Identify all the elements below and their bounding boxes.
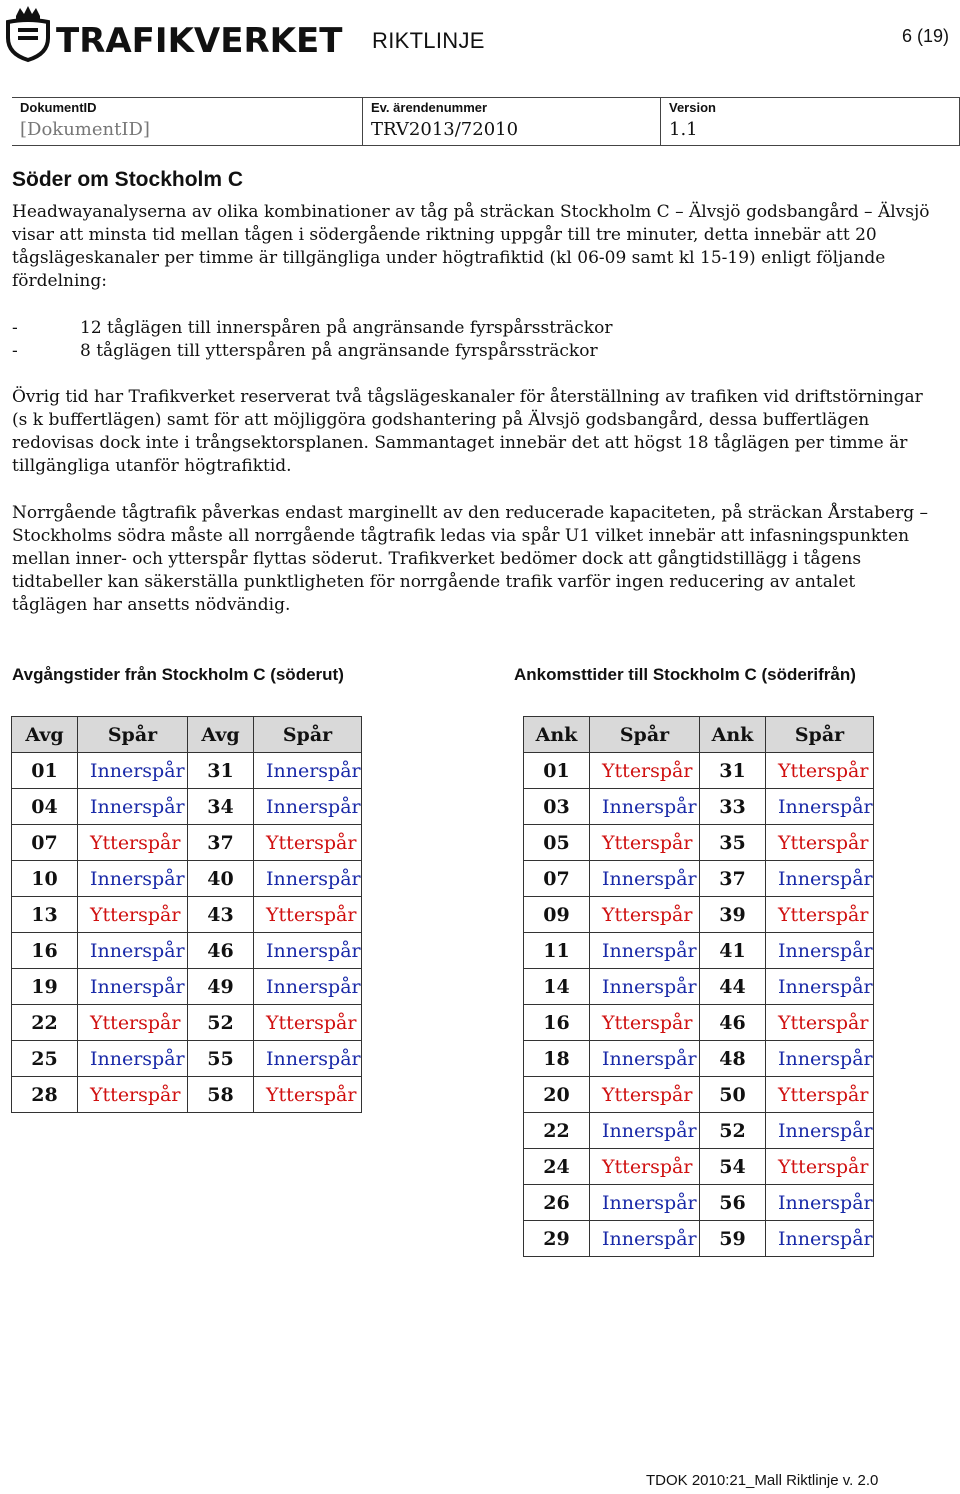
time-cell: 50: [700, 1077, 766, 1113]
track-cell: Ytterspår: [766, 1149, 874, 1185]
table-row: [524, 789, 874, 825]
track-cell: Innerspår: [766, 861, 874, 897]
track-cell: Innerspår: [254, 1041, 362, 1077]
time-cell: 20: [524, 1077, 590, 1113]
table-row: [524, 969, 874, 1005]
column-header: Ank: [700, 717, 766, 753]
time-cell: 39: [700, 897, 766, 933]
time-cell: 29: [524, 1221, 590, 1257]
track-cell: Ytterspår: [590, 897, 700, 933]
page-number: 6 (19): [902, 26, 950, 46]
table-row: [12, 825, 362, 861]
track-cell: Ytterspår: [254, 1077, 362, 1113]
time-cell: 25: [12, 1041, 78, 1077]
track-cell: Ytterspår: [254, 897, 362, 933]
track-cell: Innerspår: [78, 933, 188, 969]
trafikverket-logo: [4, 4, 343, 62]
track-cell: Ytterspår: [590, 1149, 700, 1185]
crown-shield-icon: [4, 4, 343, 62]
track-cell: Innerspår: [766, 969, 874, 1005]
table-row: [524, 1005, 874, 1041]
table-row: [524, 825, 874, 861]
table-header-row: [524, 717, 874, 753]
track-cell: Ytterspår: [766, 1077, 874, 1113]
time-cell: 05: [524, 825, 590, 861]
track-cell: Ytterspår: [766, 897, 874, 933]
track-cell: Ytterspår: [590, 1077, 700, 1113]
table-row: [12, 897, 362, 933]
time-cell: 58: [188, 1077, 254, 1113]
time-cell: 59: [700, 1221, 766, 1257]
track-cell: Innerspår: [590, 1185, 700, 1221]
column-header: Spår: [766, 717, 874, 753]
track-cell: Ytterspår: [254, 825, 362, 861]
meta-value: [DokumentID]: [20, 119, 150, 140]
track-cell: Innerspår: [590, 933, 700, 969]
arrivals-table: [523, 716, 874, 1257]
track-cell: Innerspår: [590, 861, 700, 897]
table-row: [524, 1221, 874, 1257]
table-row: [12, 933, 362, 969]
time-cell: 37: [188, 825, 254, 861]
time-cell: 24: [524, 1149, 590, 1185]
table-row: [524, 1041, 874, 1077]
column-header: Avg: [12, 717, 78, 753]
track-cell: Ytterspår: [254, 1005, 362, 1041]
footer-template-id: TDOK 2010:21_Mall Riktlinje v. 2.0: [646, 1472, 879, 1489]
column-header: Spår: [254, 717, 362, 753]
time-cell: 28: [12, 1077, 78, 1113]
paragraph-text: Övrig tid har Trafikverket reserverat två tågslägeskanaler för återställning av trafiken vid driftstörningar (s k buffertlägen) samt för att möjliggöra godshantering på Älvsjö godsbangård, dessa buffertlägen redovisas dock inte i trångsektorsplanen. Sammantaget innebär det att högst 18 tåglägen per timme är tillgängliga utanför högtrafiktid.: [12, 387, 923, 476]
track-cell: Innerspår: [766, 1113, 874, 1149]
track-cell: Ytterspår: [78, 1005, 188, 1041]
table-row: [12, 753, 362, 789]
track-cell: Ytterspår: [766, 753, 874, 789]
track-cell: Ytterspår: [766, 825, 874, 861]
table-row: [524, 1077, 874, 1113]
table-header-row: [12, 717, 362, 753]
time-cell: 41: [700, 933, 766, 969]
document-meta-table: [12, 97, 960, 146]
track-cell: Ytterspår: [590, 753, 700, 789]
table-row: [524, 1113, 874, 1149]
bullet-marker: -: [12, 341, 18, 361]
time-cell: 07: [524, 861, 590, 897]
track-cell: Innerspår: [590, 789, 700, 825]
meta-value: TRV2013/72010: [371, 119, 519, 140]
track-cell: Ytterspår: [590, 825, 700, 861]
track-cell: Ytterspår: [78, 825, 188, 861]
time-cell: 34: [188, 789, 254, 825]
time-cell: 18: [524, 1041, 590, 1077]
time-cell: 22: [524, 1113, 590, 1149]
paragraph-headway: [12, 201, 932, 293]
track-cell: Ytterspår: [766, 1005, 874, 1041]
time-cell: 01: [12, 753, 78, 789]
departures-table: [11, 716, 362, 1113]
track-cell: Innerspår: [590, 969, 700, 1005]
table-row: [12, 1005, 362, 1041]
time-cell: 44: [700, 969, 766, 1005]
time-cell: 31: [188, 753, 254, 789]
paragraph-text: Norrgående tågtrafik påverkas endast marginellt av den reducerade kapaciteten, på sträckan Årstaberg – Stockholms södra måste all norrgående tågtrafik ledas via spår U1 vilket innebär att infasningspunkten mellan inner- och ytterspår flyttas söderut. Trafikverket bedömer dock att gångtidstillägg i tågens tidtabeller kan säkerställa punktligheten för norrgående trafik varför ingen reducering av antalet tåglägen har ansetts nödvändig.: [12, 503, 928, 615]
departures-caption: Avgångstider från Stockholm C (söderut): [12, 665, 344, 684]
track-cell: Innerspår: [78, 861, 188, 897]
arrivals-caption: Ankomsttider till Stockholm C (söderifrån): [514, 665, 856, 684]
time-cell: 07: [12, 825, 78, 861]
column-header: Spår: [78, 717, 188, 753]
table-row: [524, 897, 874, 933]
paragraph-text: Headwayanalyserna av olika kombinationer av tåg på sträckan Stockholm C – Älvsjö godsbangård – Älvsjö visar att minsta tid mellan tågen i södergående riktning uppgår till tre minuter, detta innebär att 20 tågslägeskanaler per timme är tillgängliga under högtrafiktid (kl 06-09 samt kl 15-19) enligt följande fördelning:: [12, 202, 930, 291]
time-cell: 26: [524, 1185, 590, 1221]
logo-wordmark: TRAFIKVERKET: [56, 21, 343, 61]
track-cell: Innerspår: [78, 969, 188, 1005]
track-cell: Innerspår: [254, 969, 362, 1005]
time-cell: 48: [700, 1041, 766, 1077]
track-cell: Innerspår: [78, 1041, 188, 1077]
time-cell: 09: [524, 897, 590, 933]
time-cell: 56: [700, 1185, 766, 1221]
bullet-marker: -: [12, 318, 18, 338]
table-row: [12, 969, 362, 1005]
table-row: [524, 933, 874, 969]
section-title: Söder om Stockholm C: [12, 168, 244, 191]
track-cell: Innerspår: [766, 1185, 874, 1221]
track-cell: Innerspår: [766, 789, 874, 825]
time-cell: 19: [12, 969, 78, 1005]
time-cell: 55: [188, 1041, 254, 1077]
column-header: Ank: [524, 717, 590, 753]
table-row: [524, 1185, 874, 1221]
time-cell: 14: [524, 969, 590, 1005]
time-cell: 22: [12, 1005, 78, 1041]
column-header: Avg: [188, 717, 254, 753]
track-cell: Innerspår: [590, 1041, 700, 1077]
time-cell: 46: [188, 933, 254, 969]
time-cell: 49: [188, 969, 254, 1005]
time-cell: 10: [12, 861, 78, 897]
track-cell: Innerspår: [766, 1221, 874, 1257]
time-cell: 52: [700, 1113, 766, 1149]
time-cell: 01: [524, 753, 590, 789]
table-row: [12, 789, 362, 825]
meta-label: Ev. ärendenummer: [371, 100, 488, 115]
time-cell: 11: [524, 933, 590, 969]
meta-label: Version: [669, 100, 716, 115]
track-cell: Innerspår: [766, 1041, 874, 1077]
table-row: [524, 861, 874, 897]
bullet-text: 8 tåglägen till ytterspåren på angränsande fyrspårssträckor: [80, 341, 598, 361]
table-row: [12, 1077, 362, 1113]
track-cell: Innerspår: [766, 933, 874, 969]
track-cell: Innerspår: [590, 1113, 700, 1149]
track-cell: Innerspår: [254, 933, 362, 969]
paragraph-buffer: [12, 386, 932, 478]
time-cell: 40: [188, 861, 254, 897]
meta-version: [660, 98, 960, 145]
time-cell: 33: [700, 789, 766, 825]
column-header: Spår: [590, 717, 700, 753]
meta-value: 1.1: [669, 119, 698, 140]
document-type: RIKTLINJE: [372, 28, 485, 53]
time-cell: 54: [700, 1149, 766, 1185]
track-cell: Innerspår: [78, 789, 188, 825]
table-row: [12, 861, 362, 897]
time-cell: 03: [524, 789, 590, 825]
time-cell: 31: [700, 753, 766, 789]
table-row: [12, 1041, 362, 1077]
paragraph-northbound: [12, 502, 932, 617]
time-cell: 16: [524, 1005, 590, 1041]
time-cell: 46: [700, 1005, 766, 1041]
table-row: [524, 753, 874, 789]
track-cell: Innerspår: [78, 753, 188, 789]
table-row: [524, 1149, 874, 1185]
track-cell: Innerspår: [254, 789, 362, 825]
time-cell: 16: [12, 933, 78, 969]
track-cell: Ytterspår: [78, 1077, 188, 1113]
time-cell: 13: [12, 897, 78, 933]
meta-document-id: [12, 98, 362, 145]
time-cell: 04: [12, 789, 78, 825]
track-cell: Ytterspår: [590, 1005, 700, 1041]
track-cell: Innerspår: [254, 753, 362, 789]
meta-case-number: [362, 98, 661, 145]
meta-label: DokumentID: [20, 100, 97, 115]
track-cell: Innerspår: [590, 1221, 700, 1257]
time-cell: 37: [700, 861, 766, 897]
track-cell: Ytterspår: [78, 897, 188, 933]
time-cell: 43: [188, 897, 254, 933]
bullet-text: 12 tåglägen till innerspåren på angränsande fyrspårssträckor: [80, 318, 613, 338]
time-cell: 52: [188, 1005, 254, 1041]
time-cell: 35: [700, 825, 766, 861]
track-cell: Innerspår: [254, 861, 362, 897]
